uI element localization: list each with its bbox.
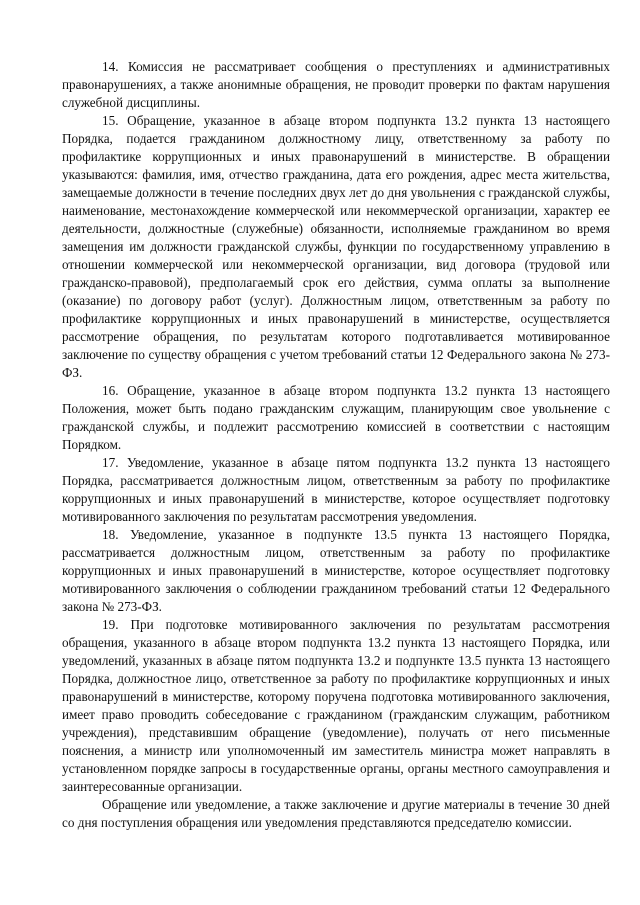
- paragraph-19: 19. При подготовке мотивированного заключения по результатам рассмотрения обращения, указанного в абзаце втором подпункта 13.2 пункта 13 настоящего Порядка, или уведомлений, указанных в абзаце пятом подпункта 13.2 и подпункте 13.5 пункта 13 настоящего Порядка, должностное лицо, ответственное за работу по профилактике коррупционных и иных правонарушений в министерстве, которому поручена подготовка мотивированного заключения, имеет право проводить собеседование с гражданином (гражданским служащим, работником учреждения), представившим обращение (уведомление), получать от него письменные пояснения, а министр или уполномоченный им заместитель министра может направлять в установленном порядке запросы в государственные органы, органы местного самоуправления и заинтересованные организации.: [62, 617, 610, 794]
- paragraph-15: 15. Обращение, указанное в абзаце втором подпункта 13.2 пункта 13 настоящего Порядка, подается гражданином должностному лицу, ответственному за работу по профилактике коррупционных и иных правонарушений в министерстве. В обращении указываются: фамилия, имя, отчество гражданина, дата его рождения, адрес места жительства, замещаемые должности в течение последних двух лет до дня увольнения с гражданской службы, наименование, местонахождение коммерческой или некоммерческой организации, характер ее деятельности, должностные (служебные) обязанности, исполняемые гражданином во время замещения им должности гражданской службы, функции по государственному управлению в отношении коммерческой или некоммерческой организации, вид договора (трудовой или гражданско-правовой), предполагаемый срок его действия, сумма оплаты за выполнение (оказание) по договору работ (услуг). Должностным лицом, ответственным за работу по профилактике коррупционных и иных правонарушений в министерстве, осуществляется рассмотрение обращения, по результатам которого подготавливается мотивированное заключение по существу обращения с учетом требований статьи 12 Федерального закона № 273-ФЗ.: [62, 113, 610, 380]
- paragraph-18: 18. Уведомление, указанное в подпункте 13.5 пункта 13 настоящего Порядка, рассматривается должностным лицом, ответственным за работу по профилактике коррупционных и иных правонарушений в министерстве, которое осуществляет подготовку мотивированного заключения о соблюдении гражданином требований статьи 12 Федерального закона № 273-ФЗ.: [62, 527, 610, 614]
- paragraph-17: 17. Уведомление, указанное в абзаце пятом подпункта 13.2 пункта 13 настоящего Порядка, рассматривается должностным лицом, ответственным за работу по профилактике коррупционных и иных правонарушений в министерстве, которое осуществляет подготовку мотивированного заключения по результатам рассмотрения уведомления.: [62, 455, 610, 524]
- paragraph-14: 14. Комиссия не рассматривает сообщения о преступлениях и административных правонарушениях, а также анонимные обращения, не проводит проверки по фактам нарушения служебной дисциплины.: [62, 59, 610, 110]
- paragraph-19-continuation: Обращение или уведомление, а также заключение и другие материалы в течение 30 дней со дня поступления обращения или уведомления представляются председателю комиссии.: [62, 797, 610, 830]
- paragraph-16: 16. Обращение, указанное в абзаце втором подпункта 13.2 пункта 13 настоящего Положения, может быть подано гражданским служащим, планирующим свое увольнение с гражданской службы, и подлежит рассмотрению комиссией в соответствии с настоящим Порядком.: [62, 383, 610, 452]
